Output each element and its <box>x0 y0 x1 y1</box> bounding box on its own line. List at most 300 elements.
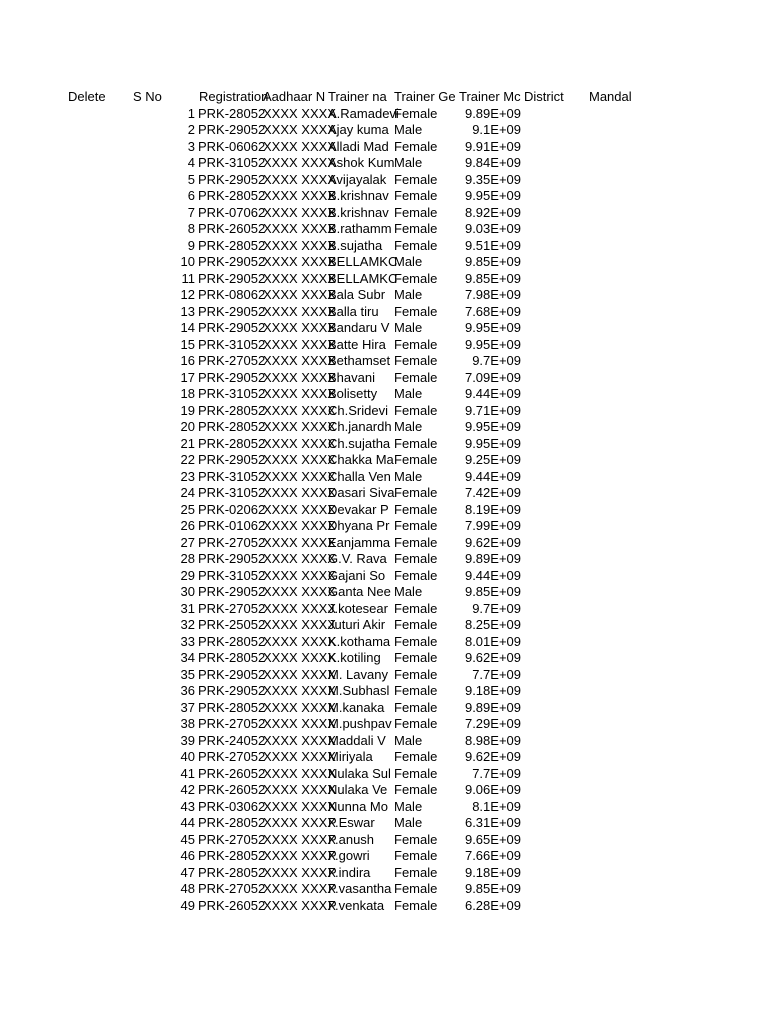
cell-registration[interactable]: PRK-28052 <box>198 633 266 649</box>
cell-trainer-gender[interactable]: Female <box>394 864 438 880</box>
cell-trainer-gender[interactable]: Male <box>394 798 423 814</box>
cell-trainer-name[interactable]: Dasari Siva <box>328 485 395 500</box>
cell-trainer-gender[interactable]: Female <box>394 336 438 352</box>
cell-sno[interactable]: 1 <box>187 105 195 121</box>
cell-trainer-gender[interactable]: Female <box>394 138 438 154</box>
cell-trainer-name[interactable]: P.gowri <box>328 848 370 863</box>
cell-trainer-name[interactable]: Challa Ven <box>328 468 391 484</box>
cell-aadhaar[interactable]: XXXX XXXX <box>263 336 336 352</box>
cell-trainer-mobile[interactable]: 9.95E+09 <box>464 320 521 335</box>
cell-aadhaar[interactable]: XXXX XXXX <box>263 171 336 187</box>
cell-sno[interactable]: 33 <box>180 633 195 649</box>
cell-trainer-name[interactable]: BELLAMKC <box>328 270 398 286</box>
cell-trainer-mobile[interactable]: 7.99E+09 <box>464 518 521 533</box>
cell-sno[interactable]: 10 <box>180 254 195 269</box>
cell-registration[interactable]: PRK-29052 <box>198 303 266 319</box>
cell-registration[interactable]: PRK-29052 <box>198 122 266 137</box>
cell-trainer-mobile[interactable]: 7.66E+09 <box>464 848 521 863</box>
cell-sno[interactable]: 11 <box>181 270 195 286</box>
cell-aadhaar[interactable]: XXXX XXXX <box>263 584 336 599</box>
cell-aadhaar[interactable]: XXXX XXXX <box>263 864 336 880</box>
header-district[interactable]: District <box>524 89 564 104</box>
cell-trainer-gender[interactable]: Female <box>394 567 438 583</box>
cell-sno[interactable]: 47 <box>180 864 195 880</box>
cell-sno[interactable]: 25 <box>180 501 195 517</box>
cell-trainer-name[interactable]: Ch.sujatha <box>328 435 391 451</box>
cell-trainer-name[interactable]: Bolisetty <box>328 386 378 401</box>
cell-trainer-mobile[interactable]: 9.89E+09 <box>464 699 521 715</box>
cell-trainer-mobile[interactable]: 6.31E+09 <box>464 815 521 830</box>
cell-aadhaar[interactable]: XXXX XXXX <box>263 237 336 253</box>
header-trainer-gender[interactable]: Trainer Ge <box>394 89 456 104</box>
cell-trainer-gender[interactable]: Female <box>394 716 438 731</box>
cell-trainer-gender[interactable]: Female <box>394 600 438 616</box>
cell-sno[interactable]: 31 <box>180 600 195 616</box>
header-mandal[interactable]: Mandal <box>589 89 632 104</box>
cell-registration[interactable]: PRK-31052 <box>198 336 266 352</box>
cell-trainer-name[interactable]: Batte Hira <box>328 336 386 352</box>
cell-registration[interactable]: PRK-29052 <box>198 666 266 682</box>
cell-sno[interactable]: 45 <box>180 831 195 847</box>
cell-registration[interactable]: PRK-28052 <box>198 699 266 715</box>
cell-aadhaar[interactable]: XXXX XXXX <box>263 848 336 863</box>
cell-trainer-mobile[interactable]: 9.89E+09 <box>464 105 521 121</box>
cell-sno[interactable]: 19 <box>180 402 195 418</box>
header-aadhaar[interactable]: Aadhaar N <box>263 89 326 104</box>
cell-aadhaar[interactable]: XXXX XXXX <box>263 716 336 731</box>
cell-trainer-gender[interactable]: Female <box>394 303 438 319</box>
cell-trainer-mobile[interactable]: 9.91E+09 <box>464 138 521 154</box>
cell-trainer-gender[interactable]: Female <box>394 699 438 715</box>
cell-aadhaar[interactable]: XXXX XXXX <box>263 897 336 913</box>
cell-trainer-gender[interactable]: Female <box>394 782 438 797</box>
cell-sno[interactable]: 23 <box>180 468 195 484</box>
cell-sno[interactable]: 36 <box>180 683 195 698</box>
cell-trainer-mobile[interactable]: 8.25E+09 <box>464 617 521 632</box>
cell-trainer-name[interactable]: Nulaka Sul <box>328 765 391 781</box>
cell-aadhaar[interactable]: XXXX XXXX <box>263 452 336 467</box>
cell-sno[interactable]: 27 <box>180 534 195 550</box>
cell-trainer-mobile[interactable]: 9.44E+09 <box>464 386 521 401</box>
cell-trainer-mobile[interactable]: 9.18E+09 <box>464 864 521 880</box>
cell-trainer-gender[interactable]: Female <box>394 402 438 418</box>
cell-trainer-name[interactable]: B.krishnav <box>328 188 389 203</box>
cell-trainer-gender[interactable]: Male <box>394 815 423 830</box>
cell-trainer-gender[interactable]: Male <box>394 732 423 748</box>
cell-sno[interactable]: 4 <box>187 155 195 170</box>
cell-registration[interactable]: PRK-28052 <box>198 419 266 434</box>
cell-registration[interactable]: PRK-27052 <box>198 881 266 896</box>
cell-sno[interactable]: 32 <box>180 617 195 632</box>
cell-registration[interactable]: PRK-29052 <box>198 171 266 187</box>
cell-registration[interactable]: PRK-02062 <box>198 501 266 517</box>
cell-trainer-name[interactable]: Nulaka Ve <box>328 782 388 797</box>
cell-trainer-mobile[interactable]: 7.68E+09 <box>464 303 521 319</box>
cell-trainer-mobile[interactable]: 6.28E+09 <box>464 897 521 913</box>
cell-registration[interactable]: PRK-31052 <box>198 155 266 170</box>
cell-aadhaar[interactable]: XXXX XXXX <box>263 782 336 797</box>
cell-sno[interactable]: 34 <box>180 650 195 665</box>
cell-aadhaar[interactable]: XXXX XXXX <box>263 749 336 764</box>
cell-trainer-gender[interactable]: Female <box>394 897 438 913</box>
cell-trainer-gender[interactable]: Female <box>394 221 438 236</box>
cell-trainer-mobile[interactable]: 9.89E+09 <box>464 551 521 566</box>
cell-trainer-name[interactable]: P.Eswar <box>328 815 375 830</box>
cell-aadhaar[interactable]: XXXX XXXX <box>263 732 336 748</box>
cell-trainer-name[interactable]: M.kanaka <box>328 699 385 715</box>
cell-trainer-mobile[interactable]: 9.25E+09 <box>464 452 521 467</box>
cell-trainer-gender[interactable]: Male <box>394 254 423 269</box>
cell-trainer-gender[interactable]: Female <box>394 650 438 665</box>
header-trainer-mobile[interactable]: Trainer Mc <box>459 89 521 104</box>
cell-trainer-mobile[interactable]: 9.51E+09 <box>464 237 521 253</box>
cell-sno[interactable]: 46 <box>180 848 195 863</box>
cell-trainer-gender[interactable]: Female <box>394 353 438 368</box>
cell-aadhaar[interactable]: XXXX XXXX <box>263 287 336 302</box>
cell-aadhaar[interactable]: XXXX XXXX <box>263 386 336 401</box>
cell-trainer-gender[interactable]: Female <box>394 237 438 253</box>
cell-registration[interactable]: PRK-31052 <box>198 567 266 583</box>
cell-trainer-name[interactable]: G.V. Rava <box>328 551 387 566</box>
cell-aadhaar[interactable]: XXXX XXXX <box>263 567 336 583</box>
cell-trainer-name[interactable]: Ch.janardh <box>328 419 392 434</box>
cell-trainer-gender[interactable]: Male <box>394 584 423 599</box>
cell-sno[interactable]: 41 <box>180 765 195 781</box>
cell-trainer-gender[interactable]: Female <box>394 617 438 632</box>
cell-trainer-gender[interactable]: Female <box>394 171 438 187</box>
cell-trainer-gender[interactable]: Male <box>394 122 423 137</box>
cell-sno[interactable]: 3 <box>187 138 195 154</box>
cell-sno[interactable]: 37 <box>180 699 195 715</box>
cell-trainer-gender[interactable]: Male <box>394 155 423 170</box>
cell-aadhaar[interactable]: XXXX XXXX <box>263 633 336 649</box>
cell-sno[interactable]: 15 <box>180 336 195 352</box>
cell-aadhaar[interactable]: XXXX XXXX <box>263 831 336 847</box>
cell-trainer-gender[interactable]: Female <box>394 204 438 220</box>
cell-trainer-name[interactable]: M. Lavany <box>328 666 388 682</box>
cell-registration[interactable]: PRK-27052 <box>198 600 266 616</box>
cell-sno[interactable]: 17 <box>180 369 195 385</box>
cell-trainer-name[interactable]: Alladi Mad <box>328 138 389 154</box>
cell-trainer-name[interactable]: Nunna Mo <box>328 798 388 814</box>
cell-trainer-mobile[interactable]: 9.1E+09 <box>472 122 521 137</box>
cell-sno[interactable]: 2 <box>187 122 195 137</box>
cell-sno[interactable]: 24 <box>180 485 195 500</box>
cell-trainer-mobile[interactable]: 8.1E+09 <box>472 798 521 814</box>
cell-trainer-name[interactable]: Avijayalak <box>328 171 387 187</box>
cell-aadhaar[interactable]: XXXX XXXX <box>263 468 336 484</box>
cell-sno[interactable]: 35 <box>180 666 195 682</box>
cell-registration[interactable]: PRK-28052 <box>198 402 266 418</box>
cell-trainer-gender[interactable]: Female <box>394 452 438 467</box>
cell-aadhaar[interactable]: XXXX XXXX <box>263 551 336 566</box>
cell-trainer-mobile[interactable]: 9.95E+09 <box>464 435 521 451</box>
cell-trainer-name[interactable]: Bala Subr <box>328 287 386 302</box>
cell-sno[interactable]: 7 <box>187 204 195 220</box>
cell-sno[interactable]: 38 <box>180 716 195 731</box>
cell-aadhaar[interactable]: XXXX XXXX <box>263 617 336 632</box>
cell-trainer-gender[interactable]: Female <box>394 501 438 517</box>
header-registration[interactable]: Registration <box>199 89 269 104</box>
cell-aadhaar[interactable]: XXXX XXXX <box>263 188 336 203</box>
cell-sno[interactable]: 12 <box>180 287 195 302</box>
cell-trainer-gender[interactable]: Female <box>394 765 438 781</box>
cell-trainer-name[interactable]: Juturi Akir <box>328 617 386 632</box>
cell-sno[interactable]: 44 <box>180 815 195 830</box>
cell-registration[interactable]: PRK-29052 <box>198 270 266 286</box>
cell-registration[interactable]: PRK-31052 <box>198 468 266 484</box>
cell-trainer-gender[interactable]: Female <box>394 831 438 847</box>
cell-registration[interactable]: PRK-31052 <box>198 485 266 500</box>
cell-trainer-gender[interactable]: Male <box>394 287 423 302</box>
cell-trainer-mobile[interactable]: 9.62E+09 <box>464 650 521 665</box>
cell-trainer-mobile[interactable]: 7.09E+09 <box>464 369 521 385</box>
cell-registration[interactable]: PRK-27052 <box>198 716 266 731</box>
cell-trainer-name[interactable]: Maddali V <box>328 732 386 748</box>
cell-sno[interactable]: 28 <box>180 551 195 566</box>
cell-trainer-mobile[interactable]: 9.85E+09 <box>464 881 521 896</box>
cell-trainer-mobile[interactable]: 9.62E+09 <box>464 749 521 764</box>
cell-trainer-name[interactable]: Eanjamma <box>328 534 391 550</box>
cell-trainer-name[interactable]: Bhavani <box>328 369 375 385</box>
cell-sno[interactable]: 40 <box>180 749 195 764</box>
cell-sno[interactable]: 21 <box>180 435 195 451</box>
cell-trainer-gender[interactable]: Male <box>394 468 423 484</box>
cell-registration[interactable]: PRK-03062 <box>198 798 266 814</box>
cell-aadhaar[interactable]: XXXX XXXX <box>263 402 336 418</box>
cell-trainer-mobile[interactable]: 9.62E+09 <box>464 534 521 550</box>
cell-registration[interactable]: PRK-01062 <box>198 518 266 533</box>
cell-aadhaar[interactable]: XXXX XXXX <box>263 485 336 500</box>
cell-trainer-name[interactable]: M.pushpav <box>328 716 392 731</box>
cell-trainer-mobile[interactable]: 9.06E+09 <box>464 782 521 797</box>
cell-sno[interactable]: 5 <box>187 171 195 187</box>
cell-trainer-name[interactable]: Ganta Nee <box>328 584 391 599</box>
cell-trainer-gender[interactable]: Female <box>394 881 438 896</box>
cell-registration[interactable]: PRK-29052 <box>198 254 266 269</box>
cell-trainer-mobile[interactable]: 7.29E+09 <box>464 716 521 731</box>
cell-trainer-gender[interactable]: Female <box>394 534 438 550</box>
cell-registration[interactable]: PRK-27052 <box>198 749 266 764</box>
cell-trainer-gender[interactable]: Female <box>394 551 438 566</box>
cell-trainer-name[interactable]: Chakka Ma <box>328 452 394 467</box>
cell-registration[interactable]: PRK-29052 <box>198 683 266 698</box>
cell-registration[interactable]: PRK-29052 <box>198 551 266 566</box>
cell-registration[interactable]: PRK-29052 <box>198 584 266 599</box>
cell-aadhaar[interactable]: XXXX XXXX <box>263 683 336 698</box>
cell-registration[interactable]: PRK-26052 <box>198 221 266 236</box>
cell-sno[interactable]: 8 <box>187 221 195 236</box>
cell-aadhaar[interactable]: XXXX XXXX <box>263 699 336 715</box>
cell-aadhaar[interactable]: XXXX XXXX <box>263 419 336 434</box>
cell-registration[interactable]: PRK-28052 <box>198 105 266 121</box>
cell-aadhaar[interactable]: XXXX XXXX <box>263 501 336 517</box>
cell-sno[interactable]: 20 <box>180 419 195 434</box>
cell-aadhaar[interactable]: XXXX XXXX <box>263 369 336 385</box>
cell-trainer-mobile[interactable]: 9.7E+09 <box>472 600 521 616</box>
cell-trainer-gender[interactable]: Female <box>394 848 438 863</box>
cell-trainer-name[interactable]: P.indira <box>328 864 371 880</box>
cell-aadhaar[interactable]: XXXX XXXX <box>263 303 336 319</box>
cell-registration[interactable]: PRK-06062 <box>198 138 266 154</box>
cell-sno[interactable]: 48 <box>180 881 195 896</box>
cell-aadhaar[interactable]: XXXX XXXX <box>263 518 336 533</box>
cell-trainer-name[interactable]: M.Subhasl <box>328 683 390 698</box>
cell-trainer-name[interactable]: Gajani So <box>328 567 386 583</box>
cell-trainer-name[interactable]: Ashok Kum <box>328 155 395 170</box>
cell-trainer-mobile[interactable]: 8.01E+09 <box>464 633 521 649</box>
cell-aadhaar[interactable]: XXXX XXXX <box>263 435 336 451</box>
cell-registration[interactable]: PRK-28052 <box>198 650 266 665</box>
cell-registration[interactable]: PRK-08062 <box>198 287 266 302</box>
cell-trainer-gender[interactable]: Female <box>394 369 438 385</box>
cell-trainer-name[interactable]: B.rathamm <box>328 221 392 236</box>
cell-sno[interactable]: 13 <box>180 303 195 319</box>
cell-sno[interactable]: 43 <box>180 798 195 814</box>
cell-trainer-mobile[interactable]: 8.19E+09 <box>464 501 521 517</box>
cell-registration[interactable]: PRK-27052 <box>198 353 266 368</box>
cell-trainer-name[interactable]: K.kothama <box>328 633 391 649</box>
cell-aadhaar[interactable]: XXXX XXXX <box>263 881 336 896</box>
cell-registration[interactable]: PRK-26052 <box>198 765 266 781</box>
cell-registration[interactable]: PRK-24052 <box>198 732 266 748</box>
cell-trainer-mobile[interactable]: 9.71E+09 <box>464 402 521 418</box>
cell-sno[interactable]: 16 <box>180 353 195 368</box>
cell-trainer-mobile[interactable]: 7.98E+09 <box>464 287 521 302</box>
cell-sno[interactable]: 42 <box>180 782 195 797</box>
cell-registration[interactable]: PRK-28052 <box>198 188 266 203</box>
cell-trainer-gender[interactable]: Female <box>394 435 438 451</box>
cell-trainer-mobile[interactable]: 9.44E+09 <box>464 567 521 583</box>
cell-trainer-mobile[interactable]: 9.84E+09 <box>464 155 521 170</box>
cell-trainer-mobile[interactable]: 9.85E+09 <box>464 270 521 286</box>
cell-trainer-gender[interactable]: Female <box>394 105 438 121</box>
cell-trainer-gender[interactable]: Female <box>394 485 438 500</box>
cell-aadhaar[interactable]: XXXX XXXX <box>263 798 336 814</box>
cell-registration[interactable]: PRK-29052 <box>198 369 266 385</box>
cell-sno[interactable]: 29 <box>180 567 195 583</box>
cell-registration[interactable]: PRK-26052 <box>198 897 266 913</box>
cell-aadhaar[interactable]: XXXX XXXX <box>263 353 336 368</box>
cell-trainer-gender[interactable]: Female <box>394 749 438 764</box>
cell-aadhaar[interactable]: XXXX XXXX <box>263 155 336 170</box>
cell-trainer-name[interactable]: Miriyala <box>328 749 373 764</box>
cell-trainer-name[interactable]: A.Ramadevi <box>328 105 399 121</box>
cell-trainer-gender[interactable]: Female <box>394 270 438 286</box>
cell-trainer-name[interactable]: Ajay kuma <box>328 122 389 137</box>
cell-aadhaar[interactable]: XXXX XXXX <box>263 270 336 286</box>
cell-aadhaar[interactable]: XXXX XXXX <box>263 138 336 154</box>
cell-trainer-mobile[interactable]: 9.7E+09 <box>472 353 521 368</box>
cell-registration[interactable]: PRK-25052 <box>198 617 266 632</box>
cell-sno[interactable]: 18 <box>180 386 195 401</box>
cell-trainer-name[interactable]: B.sujatha <box>328 237 383 253</box>
cell-registration[interactable]: PRK-28052 <box>198 237 266 253</box>
cell-trainer-name[interactable]: Dhyana Pr <box>328 518 390 533</box>
cell-trainer-mobile[interactable]: 7.7E+09 <box>472 765 521 781</box>
cell-aadhaar[interactable]: XXXX XXXX <box>263 254 336 269</box>
cell-trainer-name[interactable]: P.vasantha <box>328 881 392 896</box>
cell-trainer-name[interactable]: J.kotesear <box>328 600 388 616</box>
cell-sno[interactable]: 49 <box>180 897 195 913</box>
cell-registration[interactable]: PRK-07062 <box>198 204 266 220</box>
cell-registration[interactable]: PRK-29052 <box>198 452 266 467</box>
cell-trainer-mobile[interactable]: 9.95E+09 <box>464 419 521 434</box>
cell-trainer-name[interactable]: Bethamset <box>328 353 391 368</box>
cell-sno[interactable]: 39 <box>180 732 195 748</box>
cell-aadhaar[interactable]: XXXX XXXX <box>263 221 336 236</box>
cell-trainer-mobile[interactable]: 9.85E+09 <box>464 254 521 269</box>
cell-trainer-name[interactable]: P.anush <box>328 831 375 847</box>
cell-trainer-gender[interactable]: Female <box>394 633 438 649</box>
header-trainer-name[interactable]: Trainer na <box>328 89 387 104</box>
cell-sno[interactable]: 14 <box>180 320 195 335</box>
cell-aadhaar[interactable]: XXXX XXXX <box>263 600 336 616</box>
cell-trainer-name[interactable]: Balla tiru <box>328 303 379 319</box>
cell-sno[interactable]: 30 <box>180 584 195 599</box>
cell-registration[interactable]: PRK-31052 <box>198 386 266 401</box>
cell-trainer-name[interactable]: Bandaru V <box>328 320 390 335</box>
cell-trainer-gender[interactable]: Female <box>394 666 438 682</box>
cell-aadhaar[interactable]: XXXX XXXX <box>263 534 336 550</box>
cell-aadhaar[interactable]: XXXX XXXX <box>263 320 336 335</box>
cell-registration[interactable]: PRK-28052 <box>198 435 266 451</box>
cell-trainer-gender[interactable]: Male <box>394 386 423 401</box>
cell-trainer-mobile[interactable]: 9.03E+09 <box>464 221 521 236</box>
cell-aadhaar[interactable]: XXXX XXXX <box>263 122 336 137</box>
cell-sno[interactable]: 26 <box>180 518 195 533</box>
cell-aadhaar[interactable]: XXXX XXXX <box>263 765 336 781</box>
cell-aadhaar[interactable]: XXXX XXXX <box>263 815 336 830</box>
cell-trainer-mobile[interactable]: 7.42E+09 <box>464 485 521 500</box>
cell-aadhaar[interactable]: XXXX XXXX <box>263 204 336 220</box>
cell-trainer-name[interactable]: K.kotiling <box>328 650 381 665</box>
cell-trainer-mobile[interactable]: 9.65E+09 <box>464 831 521 847</box>
cell-registration[interactable]: PRK-29052 <box>198 320 266 335</box>
header-delete[interactable]: Delete <box>68 89 106 104</box>
cell-trainer-mobile[interactable]: 8.92E+09 <box>464 204 521 220</box>
cell-trainer-name[interactable]: BELLAMKC <box>328 254 398 269</box>
cell-trainer-gender[interactable]: Male <box>394 320 423 335</box>
cell-sno[interactable]: 22 <box>180 452 195 467</box>
cell-trainer-name[interactable]: P.venkata <box>328 897 385 913</box>
cell-aadhaar[interactable]: XXXX XXXX <box>263 105 336 121</box>
cell-registration[interactable]: PRK-27052 <box>198 831 266 847</box>
cell-trainer-name[interactable]: Devakar P <box>328 501 389 517</box>
cell-aadhaar[interactable]: XXXX XXXX <box>263 650 336 665</box>
cell-trainer-name[interactable]: Ch.Sridevi <box>328 402 388 418</box>
cell-trainer-mobile[interactable]: 9.95E+09 <box>464 336 521 352</box>
cell-trainer-gender[interactable]: Female <box>394 518 438 533</box>
cell-registration[interactable]: PRK-28052 <box>198 815 266 830</box>
cell-trainer-mobile[interactable]: 9.85E+09 <box>464 584 521 599</box>
cell-trainer-gender[interactable]: Female <box>394 188 438 203</box>
cell-registration[interactable]: PRK-27052 <box>198 534 266 550</box>
cell-trainer-mobile[interactable]: 9.44E+09 <box>464 468 521 484</box>
cell-trainer-name[interactable]: B.krishnav <box>328 204 389 220</box>
header-sno[interactable]: S No <box>133 89 162 104</box>
cell-registration[interactable]: PRK-28052 <box>198 848 266 863</box>
cell-registration[interactable]: PRK-26052 <box>198 782 266 797</box>
cell-trainer-mobile[interactable]: 8.98E+09 <box>464 732 521 748</box>
cell-trainer-mobile[interactable]: 9.18E+09 <box>464 683 521 698</box>
cell-trainer-mobile[interactable]: 7.7E+09 <box>472 666 521 682</box>
cell-sno[interactable]: 9 <box>187 237 195 253</box>
cell-trainer-mobile[interactable]: 9.95E+09 <box>464 188 521 203</box>
cell-trainer-gender[interactable]: Female <box>394 683 438 698</box>
cell-registration[interactable]: PRK-28052 <box>198 864 266 880</box>
cell-trainer-gender[interactable]: Male <box>394 419 423 434</box>
